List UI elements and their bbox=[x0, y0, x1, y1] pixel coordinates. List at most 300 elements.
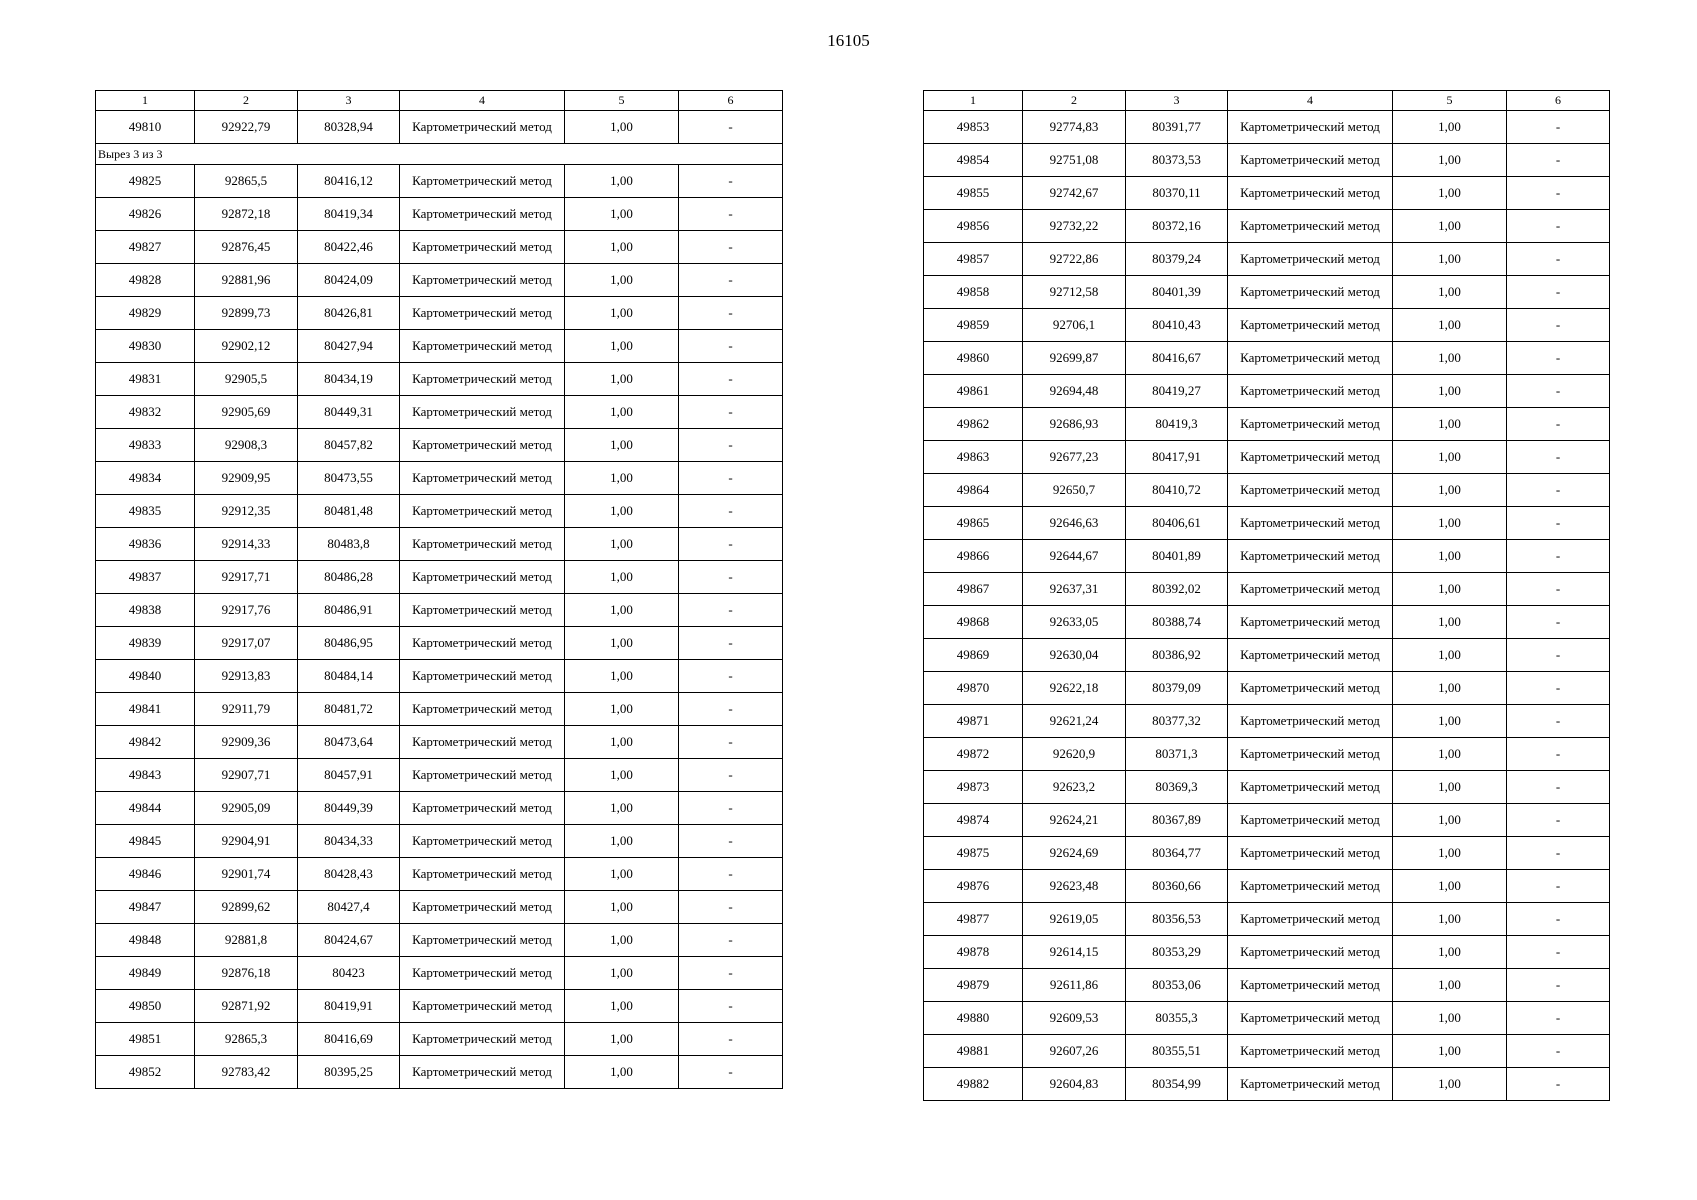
accuracy-cell: 1,00 bbox=[565, 990, 679, 1023]
method-cell: Картометрический метод bbox=[1228, 804, 1393, 837]
accuracy-cell: 1,00 bbox=[1393, 639, 1507, 672]
point-number-cell: 49877 bbox=[924, 903, 1023, 936]
y-coordinate-cell: 80395,25 bbox=[298, 1056, 400, 1089]
x-coordinate-cell: 92905,5 bbox=[195, 363, 298, 396]
point-number-cell: 49876 bbox=[924, 870, 1023, 903]
point-number-cell: 49851 bbox=[96, 1023, 195, 1056]
accuracy-cell: 1,00 bbox=[565, 528, 679, 561]
table-row bbox=[924, 309, 1610, 342]
y-coordinate-cell: 80416,69 bbox=[298, 1023, 400, 1056]
y-coordinate-cell: 80410,72 bbox=[1126, 474, 1228, 507]
note-cell: - bbox=[679, 264, 783, 297]
point-number-cell: 49878 bbox=[924, 936, 1023, 969]
column-header: 1 bbox=[924, 91, 1023, 111]
table-header-row bbox=[96, 91, 783, 111]
x-coordinate-cell: 92922,79 bbox=[195, 111, 298, 144]
note-cell: - bbox=[679, 957, 783, 990]
point-number-cell: 49865 bbox=[924, 507, 1023, 540]
column-header: 6 bbox=[679, 91, 783, 111]
note-cell: - bbox=[1507, 1035, 1610, 1068]
accuracy-cell: 1,00 bbox=[1393, 936, 1507, 969]
x-coordinate-cell: 92902,12 bbox=[195, 330, 298, 363]
table-row bbox=[96, 495, 783, 528]
column-header: 2 bbox=[1023, 91, 1126, 111]
note-cell: - bbox=[1507, 771, 1610, 804]
x-coordinate-cell: 92881,8 bbox=[195, 924, 298, 957]
column-header: 5 bbox=[565, 91, 679, 111]
point-number-cell: 49845 bbox=[96, 825, 195, 858]
y-coordinate-cell: 80481,48 bbox=[298, 495, 400, 528]
accuracy-cell: 1,00 bbox=[1393, 276, 1507, 309]
method-cell: Картометрический метод bbox=[1228, 672, 1393, 705]
table-row bbox=[96, 759, 783, 792]
y-coordinate-cell: 80406,61 bbox=[1126, 507, 1228, 540]
note-cell: - bbox=[679, 561, 783, 594]
method-cell: Картометрический метод bbox=[1228, 507, 1393, 540]
point-number-cell: 49880 bbox=[924, 1002, 1023, 1035]
x-coordinate-cell: 92899,73 bbox=[195, 297, 298, 330]
point-number-cell: 49839 bbox=[96, 627, 195, 660]
note-cell: - bbox=[1507, 243, 1610, 276]
method-cell: Картометрический метод bbox=[400, 1056, 565, 1089]
method-cell: Картометрический метод bbox=[1228, 144, 1393, 177]
method-cell: Картометрический метод bbox=[400, 693, 565, 726]
x-coordinate-cell: 92909,95 bbox=[195, 462, 298, 495]
table-row bbox=[924, 738, 1610, 771]
point-number-cell: 49856 bbox=[924, 210, 1023, 243]
accuracy-cell: 1,00 bbox=[1393, 144, 1507, 177]
table-row bbox=[96, 330, 783, 363]
method-cell: Картометрический метод bbox=[1228, 210, 1393, 243]
table-row bbox=[96, 231, 783, 264]
note-cell: - bbox=[679, 1023, 783, 1056]
table-row bbox=[924, 474, 1610, 507]
y-coordinate-cell: 80423 bbox=[298, 957, 400, 990]
accuracy-cell: 1,00 bbox=[565, 396, 679, 429]
accuracy-cell: 1,00 bbox=[565, 858, 679, 891]
note-cell: - bbox=[1507, 903, 1610, 936]
x-coordinate-cell: 92905,69 bbox=[195, 396, 298, 429]
accuracy-cell: 1,00 bbox=[1393, 210, 1507, 243]
table-row bbox=[96, 1056, 783, 1089]
accuracy-cell: 1,00 bbox=[1393, 903, 1507, 936]
x-coordinate-cell: 92904,91 bbox=[195, 825, 298, 858]
column-header: 5 bbox=[1393, 91, 1507, 111]
accuracy-cell: 1,00 bbox=[565, 825, 679, 858]
table-row bbox=[924, 1068, 1610, 1101]
method-cell: Картометрический метод bbox=[1228, 738, 1393, 771]
point-number-cell: 49864 bbox=[924, 474, 1023, 507]
x-coordinate-cell: 92686,93 bbox=[1023, 408, 1126, 441]
x-coordinate-cell: 92899,62 bbox=[195, 891, 298, 924]
method-cell: Картометрический метод bbox=[400, 858, 565, 891]
table-row bbox=[96, 858, 783, 891]
method-cell: Картометрический метод bbox=[400, 297, 565, 330]
x-coordinate-cell: 92712,58 bbox=[1023, 276, 1126, 309]
method-cell: Картометрический метод bbox=[400, 111, 565, 144]
y-coordinate-cell: 80424,09 bbox=[298, 264, 400, 297]
accuracy-cell: 1,00 bbox=[1393, 1002, 1507, 1035]
point-number-cell: 49866 bbox=[924, 540, 1023, 573]
y-coordinate-cell: 80386,92 bbox=[1126, 639, 1228, 672]
x-coordinate-cell: 92619,05 bbox=[1023, 903, 1126, 936]
point-number-cell: 49863 bbox=[924, 441, 1023, 474]
point-number-cell: 49882 bbox=[924, 1068, 1023, 1101]
method-cell: Картометрический метод bbox=[1228, 705, 1393, 738]
x-coordinate-cell: 92620,9 bbox=[1023, 738, 1126, 771]
point-number-cell: 49857 bbox=[924, 243, 1023, 276]
accuracy-cell: 1,00 bbox=[1393, 1035, 1507, 1068]
table-row bbox=[96, 297, 783, 330]
accuracy-cell: 1,00 bbox=[565, 165, 679, 198]
note-cell: - bbox=[679, 693, 783, 726]
x-coordinate-cell: 92909,36 bbox=[195, 726, 298, 759]
y-coordinate-cell: 80427,4 bbox=[298, 891, 400, 924]
method-cell: Картометрический метод bbox=[400, 198, 565, 231]
method-cell: Картометрический метод bbox=[400, 825, 565, 858]
method-cell: Картометрический метод bbox=[400, 759, 565, 792]
y-coordinate-cell: 80473,64 bbox=[298, 726, 400, 759]
point-number-cell: 49840 bbox=[96, 660, 195, 693]
point-number-cell: 49869 bbox=[924, 639, 1023, 672]
page-number: 16105 bbox=[827, 31, 870, 50]
y-coordinate-cell: 80371,3 bbox=[1126, 738, 1228, 771]
accuracy-cell: 1,00 bbox=[1393, 672, 1507, 705]
note-cell: - bbox=[1507, 936, 1610, 969]
x-coordinate-cell: 92732,22 bbox=[1023, 210, 1126, 243]
point-number-cell: 49868 bbox=[924, 606, 1023, 639]
accuracy-cell: 1,00 bbox=[1393, 606, 1507, 639]
x-coordinate-cell: 92917,07 bbox=[195, 627, 298, 660]
method-cell: Картометрический метод bbox=[400, 660, 565, 693]
y-coordinate-cell: 80457,82 bbox=[298, 429, 400, 462]
y-coordinate-cell: 80410,43 bbox=[1126, 309, 1228, 342]
y-coordinate-cell: 80434,19 bbox=[298, 363, 400, 396]
table-row bbox=[96, 693, 783, 726]
method-cell: Картометрический метод bbox=[400, 363, 565, 396]
x-coordinate-cell: 92865,5 bbox=[195, 165, 298, 198]
method-cell: Картометрический метод bbox=[1228, 309, 1393, 342]
accuracy-cell: 1,00 bbox=[565, 924, 679, 957]
table-row bbox=[924, 1002, 1610, 1035]
y-coordinate-cell: 80416,67 bbox=[1126, 342, 1228, 375]
method-cell: Картометрический метод bbox=[1228, 243, 1393, 276]
note-cell: - bbox=[1507, 111, 1610, 144]
method-cell: Картометрический метод bbox=[1228, 903, 1393, 936]
accuracy-cell: 1,00 bbox=[1393, 111, 1507, 144]
table-row bbox=[96, 792, 783, 825]
accuracy-cell: 1,00 bbox=[1393, 573, 1507, 606]
table-row bbox=[924, 210, 1610, 243]
note-cell: - bbox=[1507, 804, 1610, 837]
y-coordinate-cell: 80427,94 bbox=[298, 330, 400, 363]
x-coordinate-cell: 92881,96 bbox=[195, 264, 298, 297]
table-row bbox=[96, 264, 783, 297]
y-coordinate-cell: 80355,3 bbox=[1126, 1002, 1228, 1035]
method-cell: Картометрический метод bbox=[400, 957, 565, 990]
point-number-cell: 49836 bbox=[96, 528, 195, 561]
point-number-cell: 49828 bbox=[96, 264, 195, 297]
note-cell: - bbox=[1507, 1002, 1610, 1035]
method-cell: Картометрический метод bbox=[400, 429, 565, 462]
y-coordinate-cell: 80353,29 bbox=[1126, 936, 1228, 969]
y-coordinate-cell: 80426,81 bbox=[298, 297, 400, 330]
table-row bbox=[924, 111, 1610, 144]
table-row bbox=[96, 726, 783, 759]
point-number-cell: 49834 bbox=[96, 462, 195, 495]
y-coordinate-cell: 80401,39 bbox=[1126, 276, 1228, 309]
accuracy-cell: 1,00 bbox=[1393, 540, 1507, 573]
method-cell: Картометрический метод bbox=[1228, 1002, 1393, 1035]
column-header: 2 bbox=[195, 91, 298, 111]
x-coordinate-cell: 92901,74 bbox=[195, 858, 298, 891]
y-coordinate-cell: 80419,91 bbox=[298, 990, 400, 1023]
note-cell: - bbox=[679, 111, 783, 144]
point-number-cell: 49852 bbox=[96, 1056, 195, 1089]
y-coordinate-cell: 80483,8 bbox=[298, 528, 400, 561]
accuracy-cell: 1,00 bbox=[1393, 870, 1507, 903]
x-coordinate-cell: 92751,08 bbox=[1023, 144, 1126, 177]
table-row bbox=[924, 507, 1610, 540]
x-coordinate-cell: 92913,83 bbox=[195, 660, 298, 693]
note-cell: - bbox=[1507, 672, 1610, 705]
method-cell: Картометрический метод bbox=[400, 396, 565, 429]
point-number-cell: 49874 bbox=[924, 804, 1023, 837]
note-cell: - bbox=[679, 858, 783, 891]
x-coordinate-cell: 92650,7 bbox=[1023, 474, 1126, 507]
accuracy-cell: 1,00 bbox=[1393, 408, 1507, 441]
accuracy-cell: 1,00 bbox=[565, 462, 679, 495]
method-cell: Картометрический метод bbox=[1228, 111, 1393, 144]
note-cell: - bbox=[1507, 210, 1610, 243]
column-header: 3 bbox=[1126, 91, 1228, 111]
method-cell: Картометрический метод bbox=[400, 594, 565, 627]
y-coordinate-cell: 80419,27 bbox=[1126, 375, 1228, 408]
method-cell: Картометрический метод bbox=[1228, 474, 1393, 507]
method-cell: Картометрический метод bbox=[400, 1023, 565, 1056]
note-cell: - bbox=[679, 825, 783, 858]
table-row bbox=[924, 705, 1610, 738]
table-row bbox=[96, 111, 783, 144]
table-row bbox=[924, 408, 1610, 441]
table-row bbox=[96, 957, 783, 990]
x-coordinate-cell: 92630,04 bbox=[1023, 639, 1126, 672]
x-coordinate-cell: 92908,3 bbox=[195, 429, 298, 462]
method-cell: Картометрический метод bbox=[1228, 375, 1393, 408]
method-cell: Картометрический метод bbox=[1228, 1068, 1393, 1101]
table-row bbox=[96, 462, 783, 495]
x-coordinate-cell: 92783,42 bbox=[195, 1056, 298, 1089]
note-cell: - bbox=[679, 1056, 783, 1089]
y-coordinate-cell: 80401,89 bbox=[1126, 540, 1228, 573]
note-cell: - bbox=[1507, 870, 1610, 903]
method-cell: Картометрический метод bbox=[400, 627, 565, 660]
point-number-cell: 49848 bbox=[96, 924, 195, 957]
column-header: 4 bbox=[1228, 91, 1393, 111]
table-row bbox=[924, 441, 1610, 474]
y-coordinate-cell: 80416,12 bbox=[298, 165, 400, 198]
note-cell: - bbox=[679, 594, 783, 627]
accuracy-cell: 1,00 bbox=[1393, 771, 1507, 804]
point-number-cell: 49881 bbox=[924, 1035, 1023, 1068]
y-coordinate-cell: 80486,28 bbox=[298, 561, 400, 594]
accuracy-cell: 1,00 bbox=[565, 957, 679, 990]
y-coordinate-cell: 80369,3 bbox=[1126, 771, 1228, 804]
method-cell: Картометрический метод bbox=[400, 924, 565, 957]
note-cell: - bbox=[679, 759, 783, 792]
note-cell: - bbox=[1507, 705, 1610, 738]
accuracy-cell: 1,00 bbox=[1393, 837, 1507, 870]
table-row bbox=[924, 375, 1610, 408]
y-coordinate-cell: 80419,3 bbox=[1126, 408, 1228, 441]
coordinates-table-left bbox=[95, 90, 783, 1089]
point-number-cell: 49844 bbox=[96, 792, 195, 825]
y-coordinate-cell: 80355,51 bbox=[1126, 1035, 1228, 1068]
point-number-cell: 49829 bbox=[96, 297, 195, 330]
table-row bbox=[924, 639, 1610, 672]
method-cell: Картометрический метод bbox=[400, 726, 565, 759]
x-coordinate-cell: 92699,87 bbox=[1023, 342, 1126, 375]
method-cell: Картометрический метод bbox=[400, 264, 565, 297]
note-cell: - bbox=[1507, 474, 1610, 507]
note-cell: - bbox=[679, 396, 783, 429]
x-coordinate-cell: 92742,67 bbox=[1023, 177, 1126, 210]
note-cell: - bbox=[1507, 606, 1610, 639]
accuracy-cell: 1,00 bbox=[565, 264, 679, 297]
x-coordinate-cell: 92917,76 bbox=[195, 594, 298, 627]
column-header: 1 bbox=[96, 91, 195, 111]
note-cell: - bbox=[1507, 540, 1610, 573]
x-coordinate-cell: 92774,83 bbox=[1023, 111, 1126, 144]
column-header: 3 bbox=[298, 91, 400, 111]
y-coordinate-cell: 80422,46 bbox=[298, 231, 400, 264]
y-coordinate-cell: 80392,02 bbox=[1126, 573, 1228, 606]
table-row bbox=[924, 903, 1610, 936]
accuracy-cell: 1,00 bbox=[565, 891, 679, 924]
table-row bbox=[96, 660, 783, 693]
note-cell: - bbox=[1507, 507, 1610, 540]
x-coordinate-cell: 92871,92 bbox=[195, 990, 298, 1023]
point-number-cell: 49849 bbox=[96, 957, 195, 990]
accuracy-cell: 1,00 bbox=[1393, 507, 1507, 540]
x-coordinate-cell: 92644,67 bbox=[1023, 540, 1126, 573]
point-number-cell: 49847 bbox=[96, 891, 195, 924]
y-coordinate-cell: 80449,39 bbox=[298, 792, 400, 825]
table-row bbox=[924, 837, 1610, 870]
point-number-cell: 49861 bbox=[924, 375, 1023, 408]
accuracy-cell: 1,00 bbox=[565, 693, 679, 726]
table-row bbox=[96, 198, 783, 231]
accuracy-cell: 1,00 bbox=[565, 660, 679, 693]
note-cell: - bbox=[679, 528, 783, 561]
table-row bbox=[924, 870, 1610, 903]
note-cell: - bbox=[679, 990, 783, 1023]
note-cell: - bbox=[679, 429, 783, 462]
method-cell: Картометрический метод bbox=[400, 990, 565, 1023]
table-row bbox=[924, 672, 1610, 705]
y-coordinate-cell: 80484,14 bbox=[298, 660, 400, 693]
y-coordinate-cell: 80379,09 bbox=[1126, 672, 1228, 705]
method-cell: Картометрический метод bbox=[400, 462, 565, 495]
method-cell: Картометрический метод bbox=[1228, 1035, 1393, 1068]
x-coordinate-cell: 92624,21 bbox=[1023, 804, 1126, 837]
note-cell: - bbox=[679, 627, 783, 660]
x-coordinate-cell: 92624,69 bbox=[1023, 837, 1126, 870]
note-cell: - bbox=[679, 330, 783, 363]
table-row bbox=[96, 627, 783, 660]
point-number-cell: 49832 bbox=[96, 396, 195, 429]
x-coordinate-cell: 92633,05 bbox=[1023, 606, 1126, 639]
accuracy-cell: 1,00 bbox=[565, 111, 679, 144]
accuracy-cell: 1,00 bbox=[1393, 309, 1507, 342]
point-number-cell: 49871 bbox=[924, 705, 1023, 738]
accuracy-cell: 1,00 bbox=[1393, 342, 1507, 375]
point-number-cell: 49870 bbox=[924, 672, 1023, 705]
point-number-cell: 49872 bbox=[924, 738, 1023, 771]
note-cell: - bbox=[1507, 639, 1610, 672]
point-number-cell: 49873 bbox=[924, 771, 1023, 804]
method-cell: Картометрический метод bbox=[400, 528, 565, 561]
point-number-cell: 49862 bbox=[924, 408, 1023, 441]
y-coordinate-cell: 80486,91 bbox=[298, 594, 400, 627]
method-cell: Картометрический метод bbox=[1228, 573, 1393, 606]
table-row bbox=[924, 276, 1610, 309]
accuracy-cell: 1,00 bbox=[565, 1056, 679, 1089]
table-row bbox=[924, 243, 1610, 276]
y-coordinate-cell: 80356,53 bbox=[1126, 903, 1228, 936]
note-cell: - bbox=[679, 726, 783, 759]
note-cell: - bbox=[679, 231, 783, 264]
x-coordinate-cell: 92623,48 bbox=[1023, 870, 1126, 903]
table-row bbox=[96, 990, 783, 1023]
accuracy-cell: 1,00 bbox=[1393, 441, 1507, 474]
note-cell: - bbox=[1507, 342, 1610, 375]
x-coordinate-cell: 92614,15 bbox=[1023, 936, 1126, 969]
accuracy-cell: 1,00 bbox=[1393, 474, 1507, 507]
table-row bbox=[924, 1035, 1610, 1068]
table-row bbox=[924, 771, 1610, 804]
x-coordinate-cell: 92621,24 bbox=[1023, 705, 1126, 738]
y-coordinate-cell: 80428,43 bbox=[298, 858, 400, 891]
method-cell: Картометрический метод bbox=[400, 165, 565, 198]
section-label-row bbox=[96, 144, 783, 165]
x-coordinate-cell: 92623,2 bbox=[1023, 771, 1126, 804]
point-number-cell: 49842 bbox=[96, 726, 195, 759]
accuracy-cell: 1,00 bbox=[565, 297, 679, 330]
table-header-row bbox=[924, 91, 1610, 111]
x-coordinate-cell: 92607,26 bbox=[1023, 1035, 1126, 1068]
note-cell: - bbox=[679, 891, 783, 924]
column-header: 4 bbox=[400, 91, 565, 111]
method-cell: Картометрический метод bbox=[1228, 771, 1393, 804]
y-coordinate-cell: 80391,77 bbox=[1126, 111, 1228, 144]
note-cell: - bbox=[679, 198, 783, 231]
y-coordinate-cell: 80449,31 bbox=[298, 396, 400, 429]
note-cell: - bbox=[679, 363, 783, 396]
y-coordinate-cell: 80328,94 bbox=[298, 111, 400, 144]
table-row bbox=[96, 165, 783, 198]
note-cell: - bbox=[1507, 573, 1610, 606]
method-cell: Картометрический метод bbox=[1228, 441, 1393, 474]
point-number-cell: 49835 bbox=[96, 495, 195, 528]
note-cell: - bbox=[1507, 177, 1610, 210]
note-cell: - bbox=[1507, 375, 1610, 408]
note-cell: - bbox=[1507, 144, 1610, 177]
x-coordinate-cell: 92609,53 bbox=[1023, 1002, 1126, 1035]
table-row bbox=[924, 804, 1610, 837]
method-cell: Картометрический метод bbox=[1228, 936, 1393, 969]
point-number-cell: 49830 bbox=[96, 330, 195, 363]
